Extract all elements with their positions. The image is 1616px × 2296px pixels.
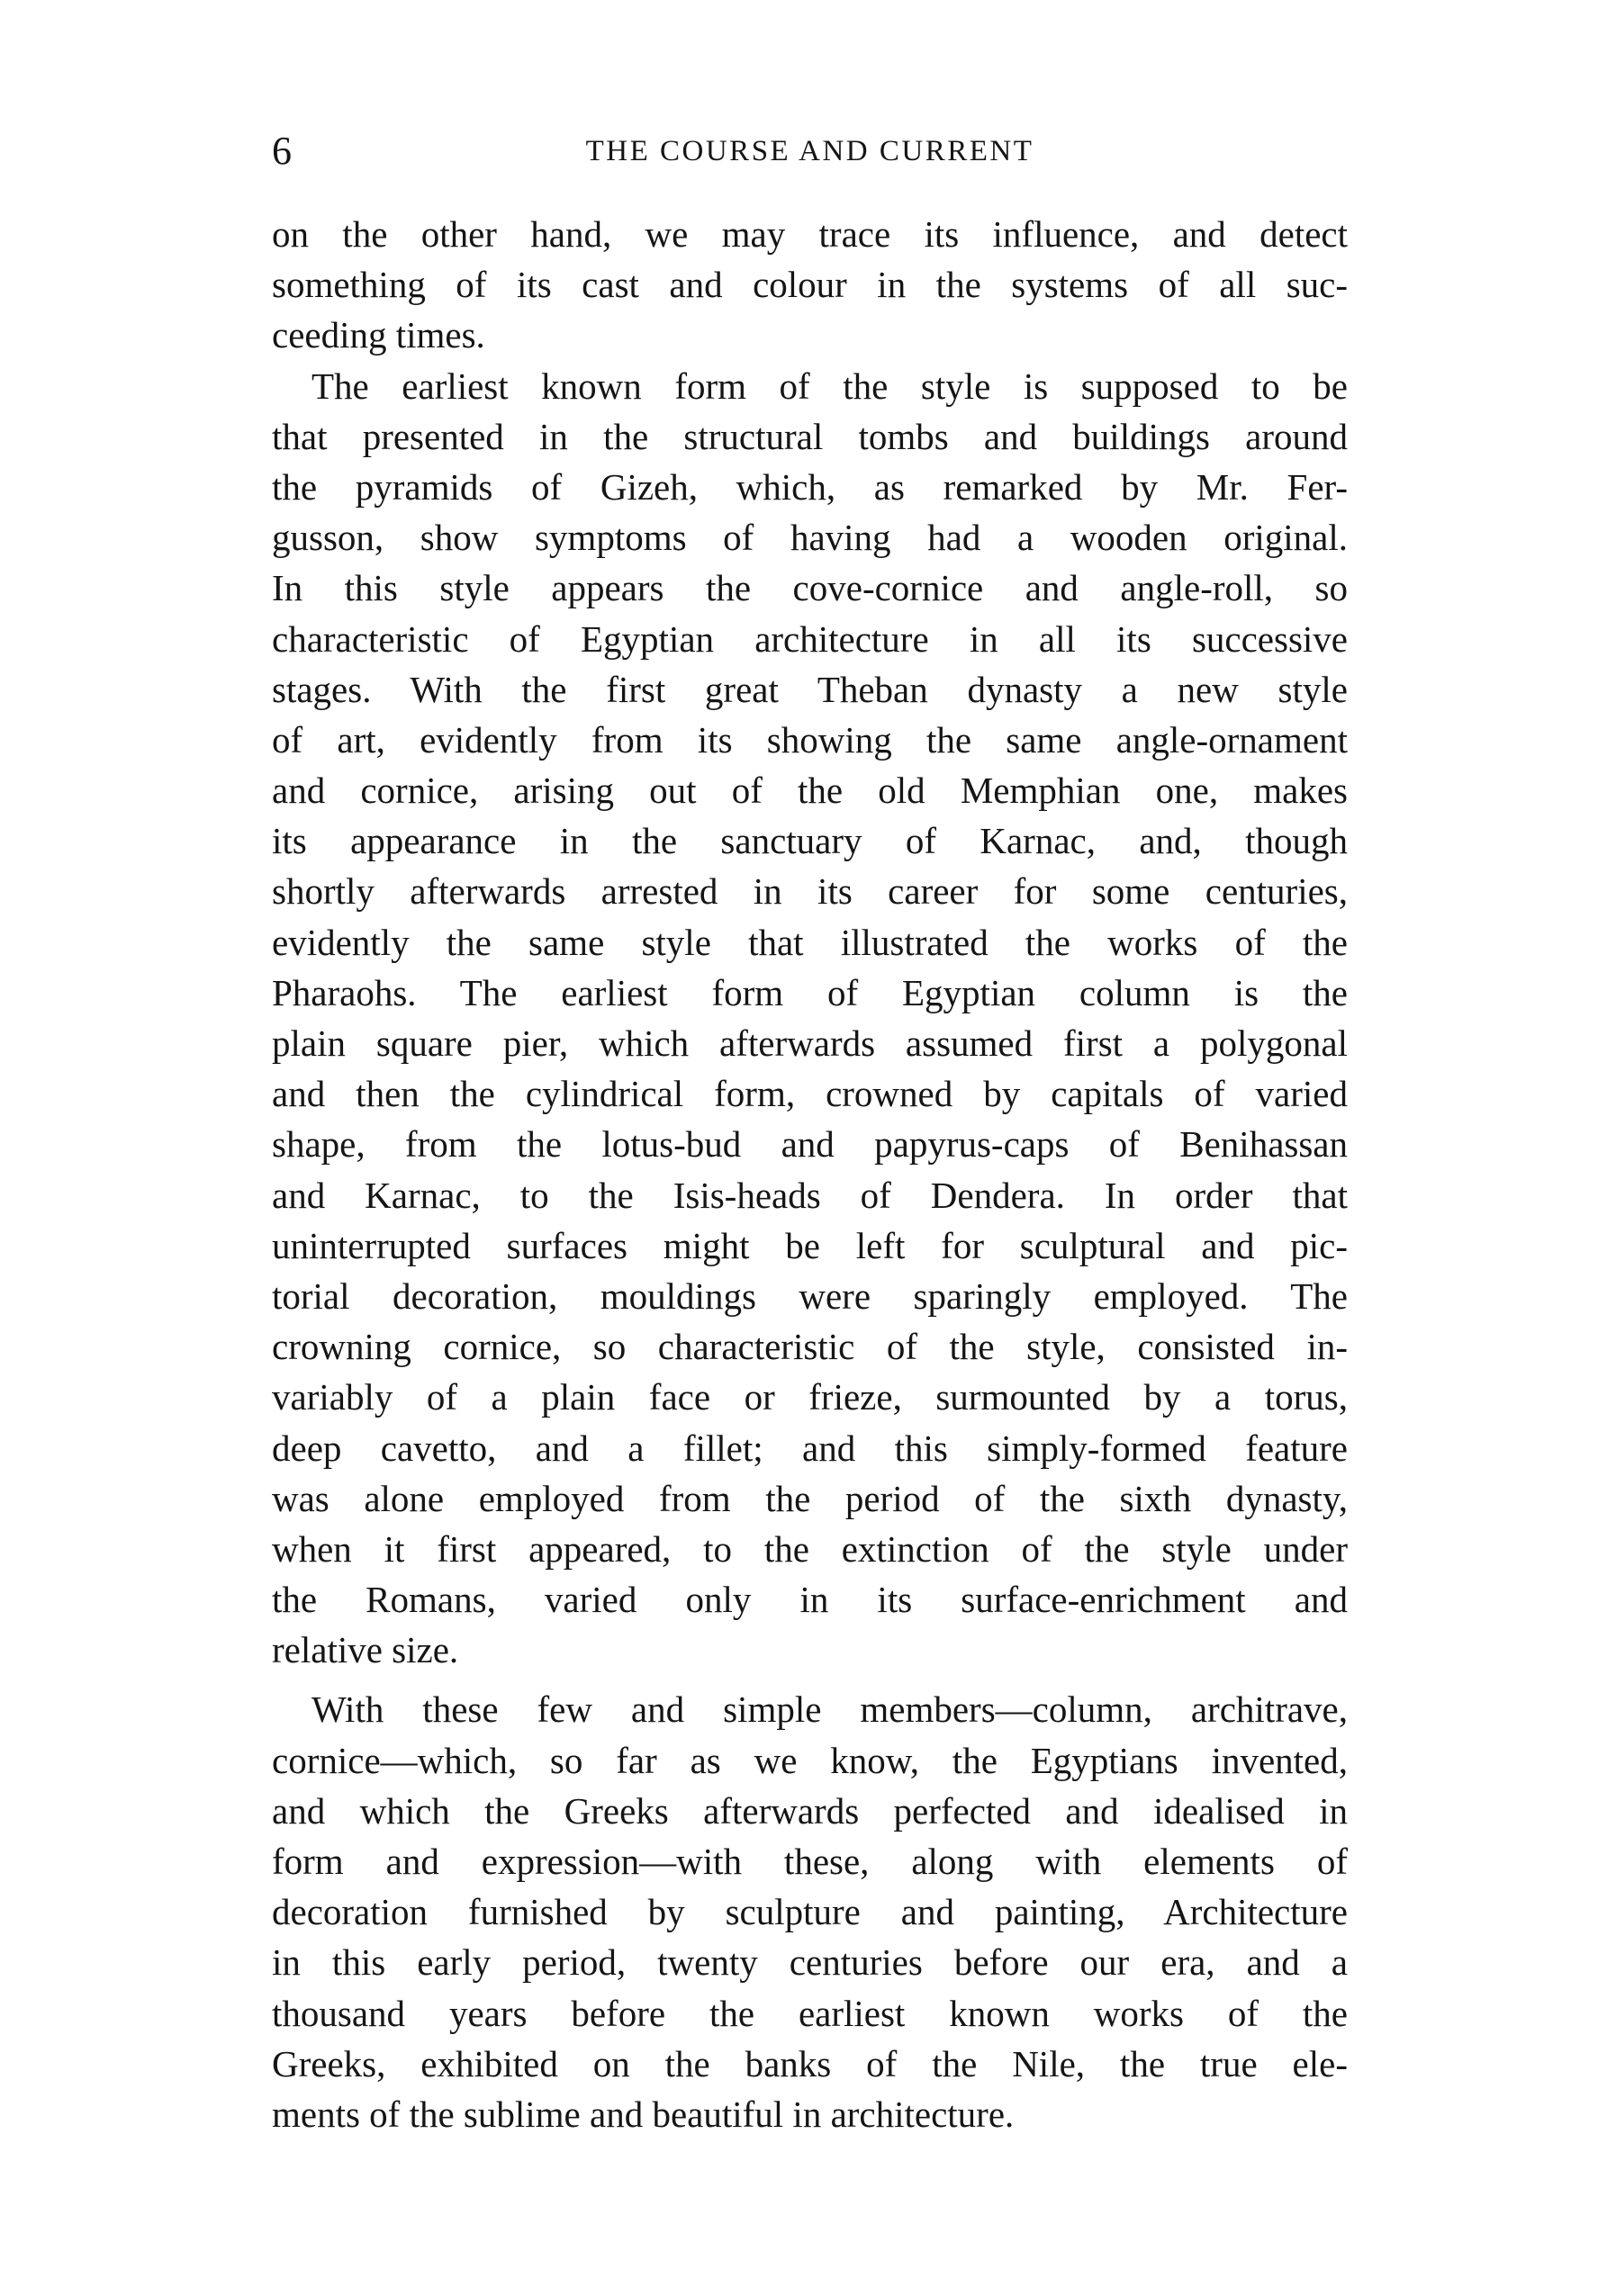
text-line: in this early period, twenty centuries before our era, and a bbox=[272, 1941, 1348, 1984]
text-line: on the other hand, we may trace its influence, and detect bbox=[272, 213, 1348, 255]
text-line: relative size. bbox=[272, 1629, 459, 1671]
text-line: characteristic of Egyptian architecture in all its successive bbox=[272, 617, 1348, 660]
text-line: With these few and simple members—column, architrave, bbox=[311, 1688, 1348, 1731]
text-line: of art, evidently from its showing the same angle-ornament bbox=[272, 718, 1348, 761]
text-line: and which the Greeks afterwards perfected and idealised in bbox=[272, 1789, 1348, 1832]
page-number: 6 bbox=[272, 129, 292, 173]
text-line: Pharaohs. The earliest form of Egyptian column is the bbox=[272, 971, 1348, 1013]
text-line: deep cavetto, and a fillet; and this simply-formed feature bbox=[272, 1427, 1348, 1469]
text-line: the Romans, varied only in its surface-enrichment and bbox=[272, 1579, 1348, 1621]
text-line: that presented in the structural tombs and buildings around bbox=[272, 415, 1348, 457]
text-line: cornice—which, so far as we know, the Egyptians invented, bbox=[272, 1739, 1348, 1781]
text-line: The earliest known form of the style is supposed to be bbox=[311, 365, 1348, 407]
running-header bbox=[272, 124, 1348, 178]
text-line: the pyramids of Gizeh, which, as remarked by Mr. Fer- bbox=[272, 465, 1348, 508]
paragraph bbox=[272, 1684, 1348, 2139]
text-line: Greeks, exhibited on the banks of the Nile, the true ele- bbox=[272, 2042, 1348, 2084]
text-line: shortly afterwards arrested in its career for some centuries, bbox=[272, 870, 1348, 913]
text-line: its appearance in the sanctuary of Karnac, and, though bbox=[272, 820, 1348, 862]
text-line: thousand years before the earliest known works of the bbox=[272, 1992, 1348, 2034]
text-line: and Karnac, to the Isis-heads of Dendera. In order that bbox=[272, 1174, 1348, 1216]
text-line: gusson, show symptoms of having had a wooden original. bbox=[272, 517, 1348, 559]
text-line: shape, from the lotus-bud and papyrus-caps of Benihassan bbox=[272, 1123, 1348, 1166]
text-line: and then the cylindrical form, crowned by capitals of varied bbox=[272, 1073, 1348, 1115]
text-line: In this style appears the cove-cornice and angle-roll, so bbox=[272, 567, 1348, 609]
text-line: was alone employed from the period of the sixth dynasty, bbox=[272, 1477, 1348, 1519]
text-line: form and expression—with these, along with elements of bbox=[272, 1841, 1348, 1882]
text-line: crowning cornice, so characteristic of the style, consisted in- bbox=[272, 1326, 1348, 1368]
body-text bbox=[272, 209, 1348, 2139]
paragraph-gap bbox=[272, 1675, 1348, 1684]
text-line: torial decoration, mouldings were sparingly employed. The bbox=[272, 1274, 1348, 1317]
running-title: THE COURSE AND CURRENT bbox=[585, 135, 1034, 167]
text-line: something of its cast and colour in the systems of all suc- bbox=[272, 264, 1348, 306]
text-line: ceeding times. bbox=[272, 314, 485, 356]
text-line: and cornice, arising out of the old Memphian one, makes bbox=[272, 770, 1348, 812]
text-line: evidently the same style that illustrated the works of the bbox=[272, 921, 1348, 963]
text-line: plain square pier, which afterwards assumed first a polygonal bbox=[272, 1022, 1348, 1064]
text-line: decoration furnished by sculpture and painting, Architecture bbox=[272, 1891, 1348, 1933]
text-line: stages. With the first great Theban dynasty a new style bbox=[272, 668, 1348, 710]
text-line: uninterrupted surfaces might be left for sculptural and pic- bbox=[272, 1224, 1348, 1266]
text-line: variably of a plain face or frieze, surmounted by a torus, bbox=[272, 1376, 1348, 1418]
paragraph bbox=[272, 361, 1348, 1676]
paragraph bbox=[272, 209, 1348, 361]
text-line: when it first appeared, to the extinction of the style under bbox=[272, 1527, 1348, 1570]
text-line: ments of the sublime and beautiful in architecture. bbox=[272, 2093, 1015, 2135]
